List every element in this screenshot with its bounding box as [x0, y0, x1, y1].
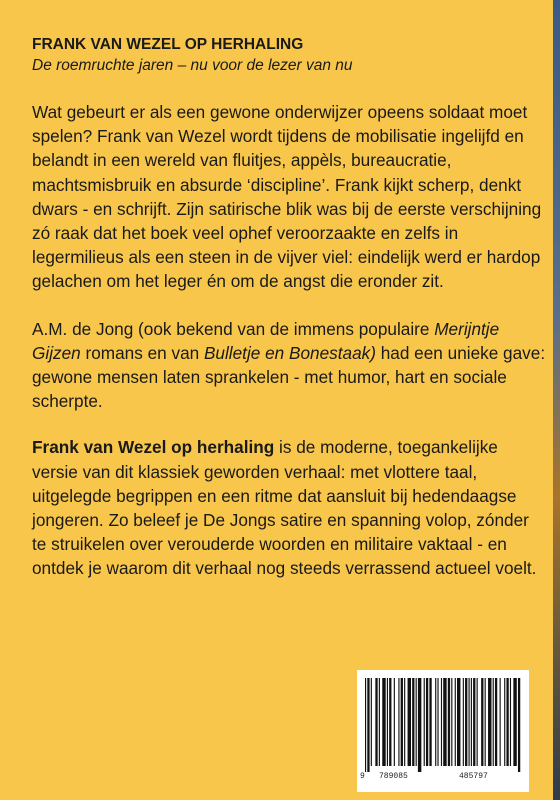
- barcode-bar: [448, 678, 450, 766]
- p3-text: is de moderne, toegankelijke versie van dit klassiek geworden verhaal: met vlottere taal, uitgelegde begrippen en een ritme dat aansluit bij hedendaagse jongeren. Zo beleef je De Jongs satire en spanning volop, zónder te struikelen over verouderde woorden en militaire vaktaal - en ontdek je waarom dit verhaal nog steeds verrassend actueel voelt.: [32, 437, 537, 579]
- barcode-bar: [485, 678, 486, 766]
- barcode-bar: [367, 678, 369, 772]
- barcode-bar: [455, 678, 456, 766]
- barcode-group-2: 485797: [459, 772, 488, 781]
- barcode-bar: [506, 678, 508, 766]
- barcode-bar: [488, 678, 491, 766]
- p2-text-1: A.M. de Jong (ook bekend van de immens populaire: [32, 318, 435, 339]
- barcode-bar: [457, 678, 460, 766]
- barcode-bar: [451, 678, 452, 766]
- blurb-paragraph-1: Wat gebeurt er als een gewone onderwijzer opeens soldaat moet spelen? Frank van Wezel wordt tijdens de mobilisatie ingelijfd en belandt in een wereld van fluitjes, appèls, bureaucratie, machtsmisbruik en absurde ‘discipline’. Frank kijkt scherp, denkt dwars - en schrijft. Zijn satirische blik was bij de eerste verschijning zó raak dat het boek veel ophef veroorzaakte en zelfs in legermilieus als een steen in de vijver viel: eindelijk werd er hardop gelachen om het leger én om de angst die eronder zit.: [32, 102, 542, 292]
- barcode-bar: [495, 678, 497, 766]
- barcode-bar: [387, 678, 388, 766]
- barcode-bar: [463, 678, 464, 766]
- blurb-paragraph-3: [32, 435, 547, 580]
- book-title: FRANK VAN WEZEL OP HERHALING: [32, 36, 304, 53]
- barcode-bar: [394, 678, 395, 766]
- p2-title-bulletje: Bulletje en Bonestaak): [203, 342, 376, 363]
- barcode-bar: [471, 678, 472, 766]
- barcode-bar: [518, 678, 520, 772]
- barcode-digit-first: 9: [360, 772, 365, 781]
- blurb-paragraph-2: [32, 317, 547, 414]
- book-subtitle: De roemruchte jaren – nu voor de lezer van nu: [32, 57, 353, 74]
- barcode-bar: [500, 678, 501, 766]
- p3-book-title: Frank van Wezel op herhaling: [32, 437, 275, 458]
- barcode-bar: [408, 678, 411, 766]
- cover-art-edge: [553, 0, 560, 800]
- barcode-bar: [424, 678, 425, 766]
- barcode-bar: [473, 678, 475, 766]
- barcode-bar: [443, 678, 446, 766]
- barcode-bar: [441, 678, 442, 766]
- barcode-bar: [510, 678, 511, 766]
- barcode-bar: [404, 678, 405, 766]
- barcode-group-1: 789085: [379, 772, 408, 781]
- barcode-bar: [379, 678, 380, 766]
- p2-title-merijntje: Merijntje Gijzen: [32, 318, 500, 363]
- barcode-bar: [504, 678, 505, 766]
- barcode-bar: [416, 678, 417, 766]
- barcode-bar: [469, 678, 470, 766]
- barcode-bar: [429, 678, 431, 766]
- barcode-bar: [365, 678, 366, 772]
- p2-text-2: romans en van: [80, 342, 204, 363]
- barcode-bar: [418, 678, 421, 772]
- barcode-bar: [389, 678, 391, 766]
- barcode-bars: [365, 678, 521, 772]
- barcode-bar: [371, 678, 372, 766]
- barcode-bar: [382, 678, 385, 766]
- isbn-barcode: [357, 670, 529, 792]
- barcode-bar: [375, 678, 377, 766]
- barcode-bar: [513, 678, 516, 766]
- barcode-bar: [493, 678, 494, 766]
- barcode-bar: [435, 678, 436, 766]
- p2-text-3: had een unieke gave: gewone mensen laten sprankelen - met humor, hart en sociale scherpte.: [32, 342, 546, 412]
- back-cover-text: [32, 34, 547, 581]
- barcode-bar: [426, 678, 428, 766]
- barcode-bar: [412, 678, 414, 766]
- barcode-bar: [481, 678, 483, 766]
- barcode-bar: [477, 678, 478, 766]
- barcode-bar: [465, 678, 467, 766]
- barcode-bar: [437, 678, 438, 766]
- barcode-bar: [401, 678, 403, 766]
- barcode-bar: [398, 678, 399, 766]
